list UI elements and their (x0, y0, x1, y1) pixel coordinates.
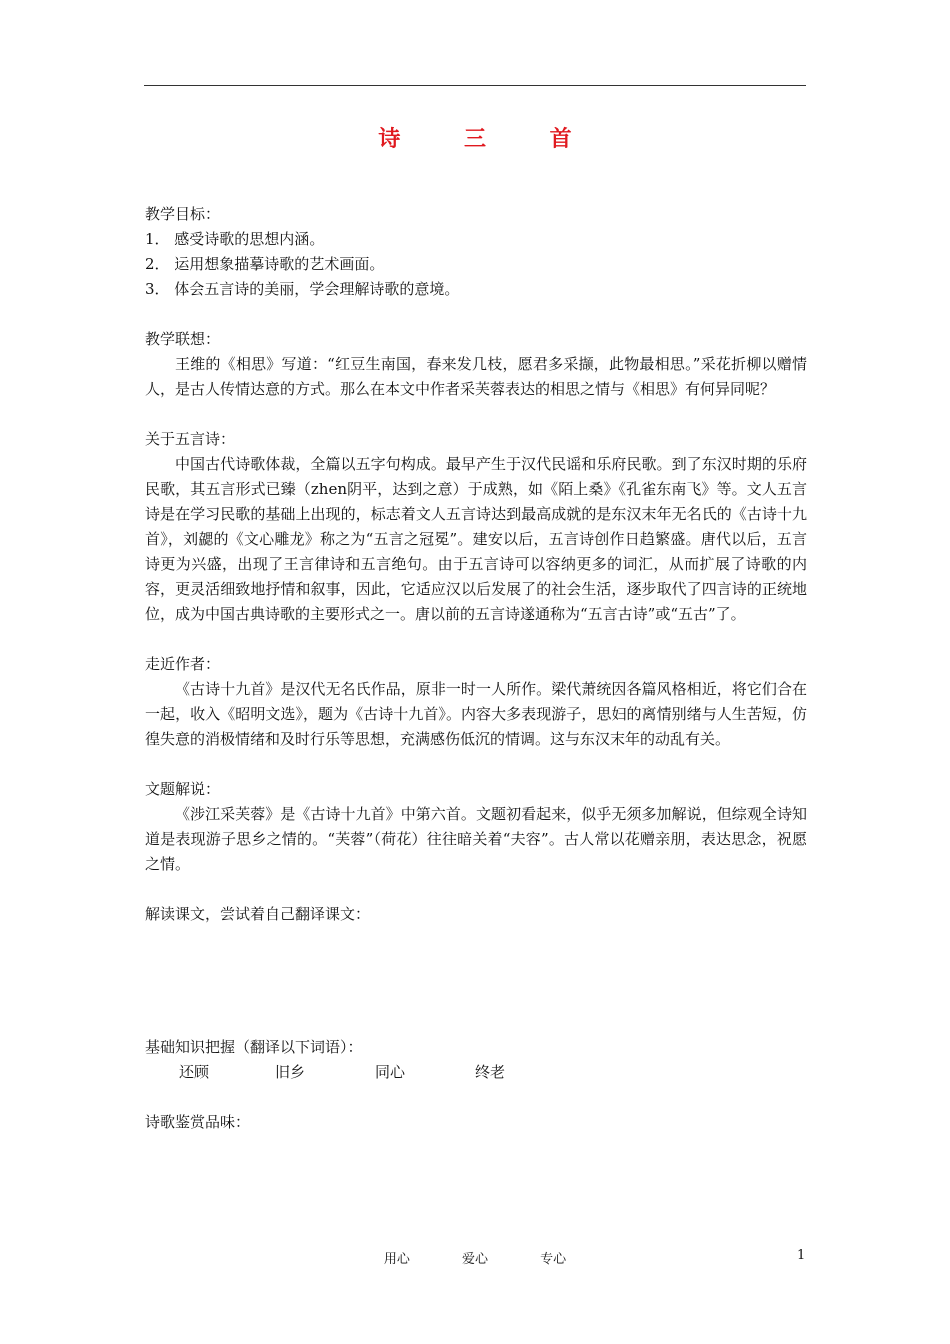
section-topic (145, 777, 807, 877)
term-item: 同心 (375, 1063, 406, 1081)
five-char-heading: 关于五言诗： (145, 430, 236, 448)
term-item: 终老 (475, 1063, 506, 1081)
author-text: 《古诗十九首》是汉代无名氏作品，原非一时一人所作。梁代萧统因各篇风格相近，将它们合在一起，收入《昭明文选》，题为《古诗十九首》。内容大多表现游子，思妇的离情别绪与人生苦短，仿徨失意的消极情绪和及时行乐等思想，充满感伤低沉的情调。这与东汉末年的动乱有关。 (145, 680, 807, 748)
goals-heading: 教学目标： (145, 205, 221, 223)
association-text: 王维的《相思》写道：“红豆生南国，春来发几枝，愿君多采撷，此物最相思。”采花折柳以赠情人，是古人传情达意的方式。那么在本文中作者采芙蓉表达的相思之情与《相思》有何异同呢？ (145, 355, 807, 398)
section-association (145, 327, 807, 402)
section-translate (145, 902, 807, 1035)
association-heading: 教学联想： (145, 330, 221, 348)
term-item: 还顾 (179, 1063, 210, 1081)
topic-heading: 文题解说： (145, 780, 221, 798)
section-author (145, 652, 807, 752)
term-item: 旧乡 (275, 1063, 306, 1081)
topic-text: 《涉江采芙蓉》是《古诗十九首》中第六首。文题初看起来，似乎无须多加解说，但综观全诗知道是表现游子思乡之情的。“芙蓉”（荷花）往往暗关着“夫容”。古人常以花赠亲朋，表达思念，祝愿之情。 (145, 805, 807, 873)
section-goals (145, 202, 807, 302)
page-title: 诗 三 首 (378, 126, 600, 152)
author-heading: 走近作者： (145, 655, 221, 673)
five-char-text: 中国古代诗歌体裁，全篇以五字句构成。最早产生于汉代民谣和乐府民歌。到了东汉时期的乐府民歌，其五言形式已臻（zhen阴平，达到之意）于成熟，如《陌上桑》《孔雀东南飞》等。文人五言诗是在学习民歌的基础上出现的，标志着文人五言诗达到最高成就的是东汉末年无名氏的《古诗十九首》，刘勰的《文心雕龙》称之为“五言之冠冕”。建安以后，五言诗创作日趋繁盛。唐代以后，五言诗更为兴盛，出现了王言律诗和五言绝句。由于五言诗可以容纳更多的词汇，从而扩展了诗歌的内容，更灵活细致地抒情和叙事，因此，它适应汉以后发展了的社会生活，逐步取代了四言诗的正统地位，成为中国古典诗歌的主要形式之一。唐以前的五言诗遂通称为“五言古诗”或“五古”了。 (145, 455, 807, 623)
goal-item: 1． 感受诗歌的思想内涵。 (145, 230, 325, 248)
footer-slogan: 爱心 (461, 1252, 488, 1267)
translate-heading: 解读课文，尝试着自己翻译课文： (145, 905, 371, 923)
footer-slogans (0, 1248, 950, 1267)
section-appreciation (145, 1110, 807, 1135)
terms-row (145, 1060, 807, 1085)
header-rule (144, 85, 806, 86)
appreciation-heading: 诗歌鉴赏品味： (145, 1113, 251, 1131)
goals-list (145, 227, 807, 302)
document-body (145, 202, 807, 1135)
basics-heading: 基础知识把握（翻译以下词语）： (145, 1038, 363, 1056)
footer-slogan: 用心 (383, 1252, 410, 1267)
page-number: 1 (797, 1248, 806, 1263)
footer-slogan: 专心 (540, 1252, 567, 1267)
section-basics (145, 1035, 807, 1085)
translate-answer-space (145, 927, 807, 1035)
goal-item: 2． 运用想象描摹诗歌的艺术画面。 (145, 255, 385, 273)
goal-item: 3． 体会五言诗的美丽，学会理解诗歌的意境。 (145, 280, 460, 298)
section-five-char (145, 427, 807, 627)
